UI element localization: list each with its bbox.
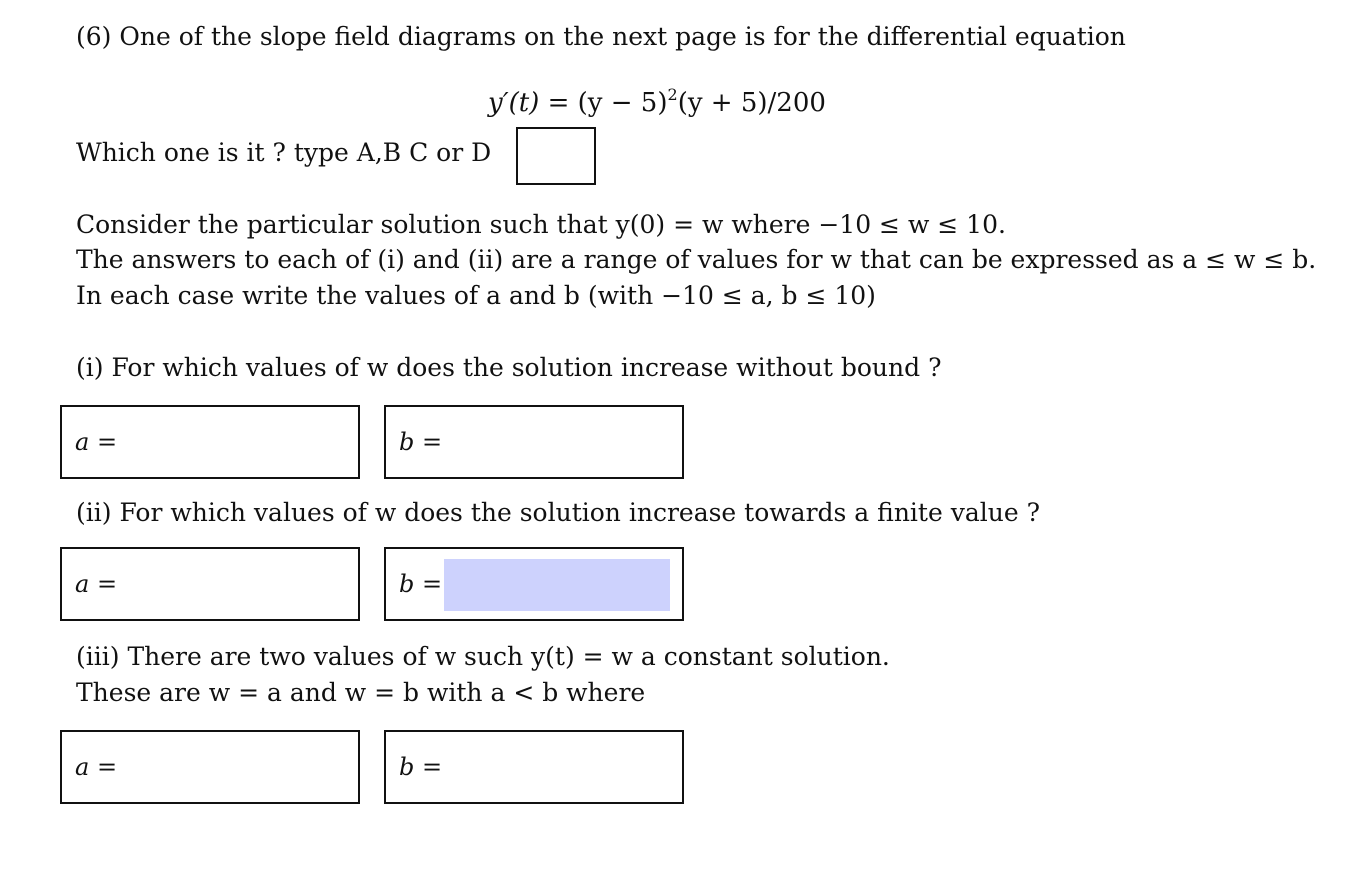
part-i-a-label: a =: [75, 428, 118, 456]
part-i-question: (i) For which values of w does the solution increase without bound ?: [76, 353, 942, 382]
part-iii-a-input[interactable]: [120, 742, 346, 794]
equation-part1: (y − 5): [577, 88, 668, 118]
part-i-a-input[interactable]: [120, 417, 346, 469]
part-iii-question-line-1: (iii) There are two values of w such y(t) = w a constant solution.: [76, 642, 890, 671]
part-ii-a-label: a =: [75, 570, 118, 598]
part-iii-question-line-2: These are w = a and w = b with a < b where: [76, 678, 646, 707]
part-ii-b-input[interactable]: [444, 559, 670, 611]
part-ii-b-label: b =: [399, 570, 443, 598]
part-ii-question: (ii) For which values of w does the solution increase towards a finite value ?: [76, 498, 1040, 527]
part-ii-a-input[interactable]: [120, 559, 346, 611]
part-iii-b-label: b =: [399, 753, 443, 781]
part-ii-b-box[interactable]: [384, 547, 684, 621]
part-i-b-box[interactable]: [384, 405, 684, 479]
equation-exponent: 2: [667, 85, 678, 104]
diagram-answer-input[interactable]: [516, 127, 596, 185]
consider-line-2: The answers to each of (i) and (ii) are a range of values for w that can be expressed as a ≤ w ≤ b.: [76, 245, 1317, 274]
problem-intro: (6) One of the slope field diagrams on the next page is for the differential equation: [76, 22, 1126, 51]
equation-part2: (y + 5)/200: [677, 88, 826, 118]
which-prompt: Which one is it ? type A,B C or D: [76, 138, 492, 167]
consider-line-1: Consider the particular solution such that y(0) = w where −10 ≤ w ≤ 10.: [76, 210, 1006, 239]
equation-equals: =: [539, 88, 578, 118]
part-iii-b-input[interactable]: [444, 742, 670, 794]
part-i-b-label: b =: [399, 428, 443, 456]
part-i-a-box[interactable]: [60, 405, 360, 479]
part-iii-a-label: a =: [75, 753, 118, 781]
part-i-b-input[interactable]: [444, 417, 670, 469]
differential-equation: [488, 80, 826, 118]
equation-lhs: y′(t): [488, 88, 540, 118]
part-iii-b-box[interactable]: [384, 730, 684, 804]
part-ii-a-box[interactable]: [60, 547, 360, 621]
consider-line-3: In each case write the values of a and b (with −10 ≤ a, b ≤ 10): [76, 281, 876, 310]
part-iii-a-box[interactable]: [60, 730, 360, 804]
